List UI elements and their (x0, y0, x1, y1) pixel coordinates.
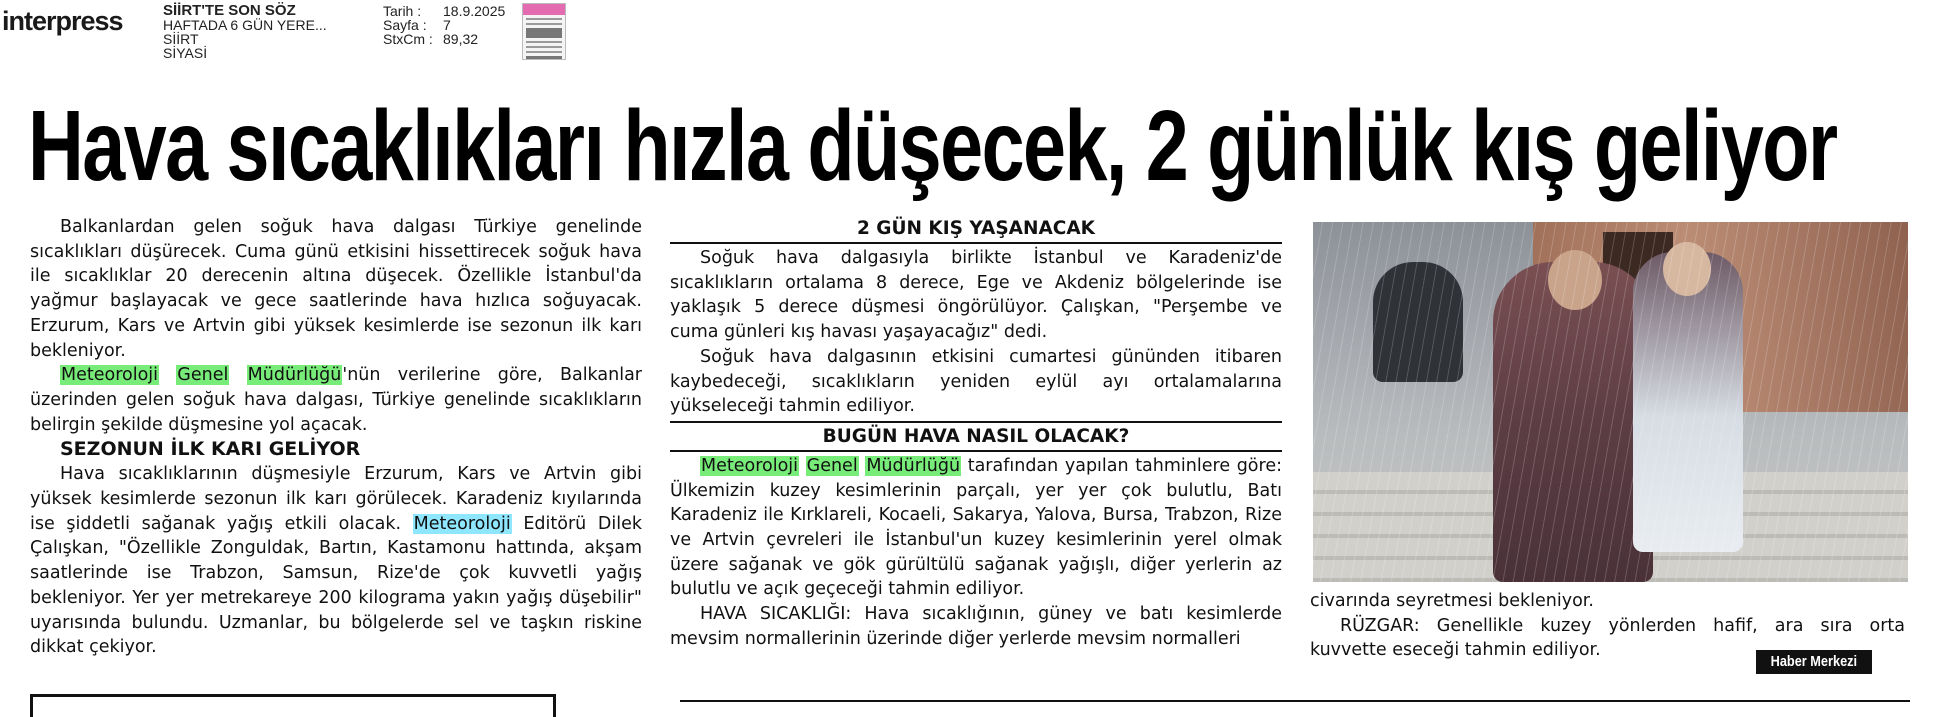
publication-city: SİİRT (163, 31, 199, 47)
publication-frequency: HAFTADA 6 GÜN YERE... (163, 17, 327, 33)
highlight-term: Meteoroloji (413, 513, 511, 534)
highlight-term: Genel (806, 455, 858, 476)
col1-paragraph-2 (30, 363, 642, 437)
highlight-term: Genel (177, 365, 229, 386)
highlight-term: Meteoroloji (701, 455, 799, 476)
col1-paragraph-3-text-b: Editörü Dilek Çalışkan, "Özellikle Zonguldak, Bartın, Kastamonu hattında, akşam saatlerinde ise Trabzon, Samsun, Rize'de çok kuvvetli yağış bekleniyor. Yer yer metrekareye 200 kilograma yakın yağış düşebilir" uyarısında bulundu. Uzmanlar, bu bölgelerde sel ve taşkın riskine dikkat çekiyor. (30, 513, 642, 658)
col1-paragraph-3 (30, 462, 642, 660)
clip-meta (383, 4, 505, 46)
publication-name: SİİRT'TE SON SÖZ (163, 2, 296, 19)
col2-paragraph-4: HAVA SICAKLIĞI: Hava sıcaklığının, güney ve batı kesimlerde mevsim normallerinin üzerinde diğer yerlerde mevsim normalleri (670, 604, 1282, 649)
date-label: Tarih : (383, 3, 422, 19)
stx-label: StxCm : (383, 31, 433, 47)
stx-row (383, 32, 505, 46)
page-thumbnail[interactable] (522, 3, 566, 60)
byline-text: Haber Merkezi (1770, 653, 1858, 670)
page-value: 7 (443, 17, 451, 33)
interpress-logo: interpress (2, 6, 123, 36)
section-rule (670, 450, 1282, 452)
col1-paragraph-2-text: 'nün verilerine göre, Balkanlar üzerinden gelen soğuk hava dalgası, Türkiye genelinde sıcaklıkların belirgin şekilde düşmesine yol açacak. (30, 365, 642, 435)
next-article-box (30, 694, 556, 717)
page-row (383, 18, 505, 32)
highlight-term: Müdürlüğü (247, 365, 342, 386)
col2-paragraph-2: Soğuk hava dalgasının etkisini cumartesi gününden itibaren kaybedeceği, sıcaklıkların yeniden eylül ayı ortalamalarına yükseleceği tahmin ediliyor. (670, 346, 1282, 417)
article-photo (1313, 222, 1908, 582)
subhead-first-snow: SEZONUN İLK KARI GELİYOR (60, 438, 361, 461)
byline-badge (1756, 650, 1872, 674)
col1-paragraph-1: Balkanlardan gelen soğuk hava dalgası Türkiye genelinde sıcaklıkları düşürecek. Cuma günü etkisini hissettirecek soğuk hava ile sıcaklıklar 20 derecenin altına düşecek. Özellikle İstanbul'da yağmur başlayacak ve gece saatlerinde hava hızlıca soğuyacak. Erzurum, Kars ve Artvin gibi yüksek kesimlerde ise sezonun ilk karı bekleniyor. (30, 217, 642, 361)
date-value: 18.9.2025 (443, 3, 506, 19)
col2-paragraph-3 (670, 454, 1282, 602)
page-label: Sayfa : (383, 17, 427, 33)
publication-meta (163, 4, 327, 60)
section-rule (670, 242, 1282, 244)
col1-paragraph-3-text-a: Hava sıcaklıklarının düşmesiyle Erzurum, Kars ve Artvin gibi yüksek kesimlerde sezonun ilk karı görülecek. Karadeniz kıyılarında ise şiddetli sağanak yağış etkili olacak. (30, 464, 642, 534)
stx-value: 89,32 (443, 31, 479, 47)
col3-paragraph-2: RÜZGAR: Genellikle kuzey yönlerden hafif, ara sıra orta kuvvette eseceği tahmin ediliyor. (1310, 615, 1905, 661)
col2-paragraph-1: Soğuk hava dalgasıyla birlikte İstanbul ve Karadeniz'de sıcaklıkların ortalama 8 derece, Ege ve Akdeniz bölgelerinde ise yaklaşık 5 derece düşmesi öngörülüyor. Çalışkan, "Perşembe ve cuma günleri kış havası yaşayacağız" dedi. (670, 248, 1282, 343)
publication-category: SİYASİ (163, 45, 208, 61)
date-row (383, 4, 505, 18)
col3-paragraph-1: civarında seyretmesi bekleniyor. (1310, 591, 1594, 611)
article-column-2 (670, 215, 1282, 652)
subhead-two-days-winter: 2 GÜN KIŞ YAŞANACAK (856, 218, 1096, 239)
bottom-rule (680, 700, 1910, 702)
highlight-term: Müdürlüğü (866, 455, 961, 476)
highlight-term: Meteoroloji (61, 365, 159, 386)
col2-paragraph-3-text: tarafından yapılan tahminlere göre: Ülkemizin kuzey kesimlerinin parçalı, yer yer çok bulutlu, Batı Karadeniz ile Kırklareli, Kocaeli, Sakarya, Yalova, Bursa, Trabzon, Rize ve Artvin çevreleri ile İstanbul'un kuzey kesimlerinin yerel olmak üzere sağanak ve gök gürültülü sağanak yağışlı, diğer yerlerin az bulutlu ve açık geçeceği tahmin ediliyor. (670, 455, 1282, 600)
article-column-1 (30, 215, 642, 660)
article-headline: Hava sıcaklıkları hızla düşecek, 2 günlük kış geliyor (28, 90, 1837, 202)
subhead-today-weather: BUGÜN HAVA NASIL OLACAK? (822, 425, 1130, 447)
